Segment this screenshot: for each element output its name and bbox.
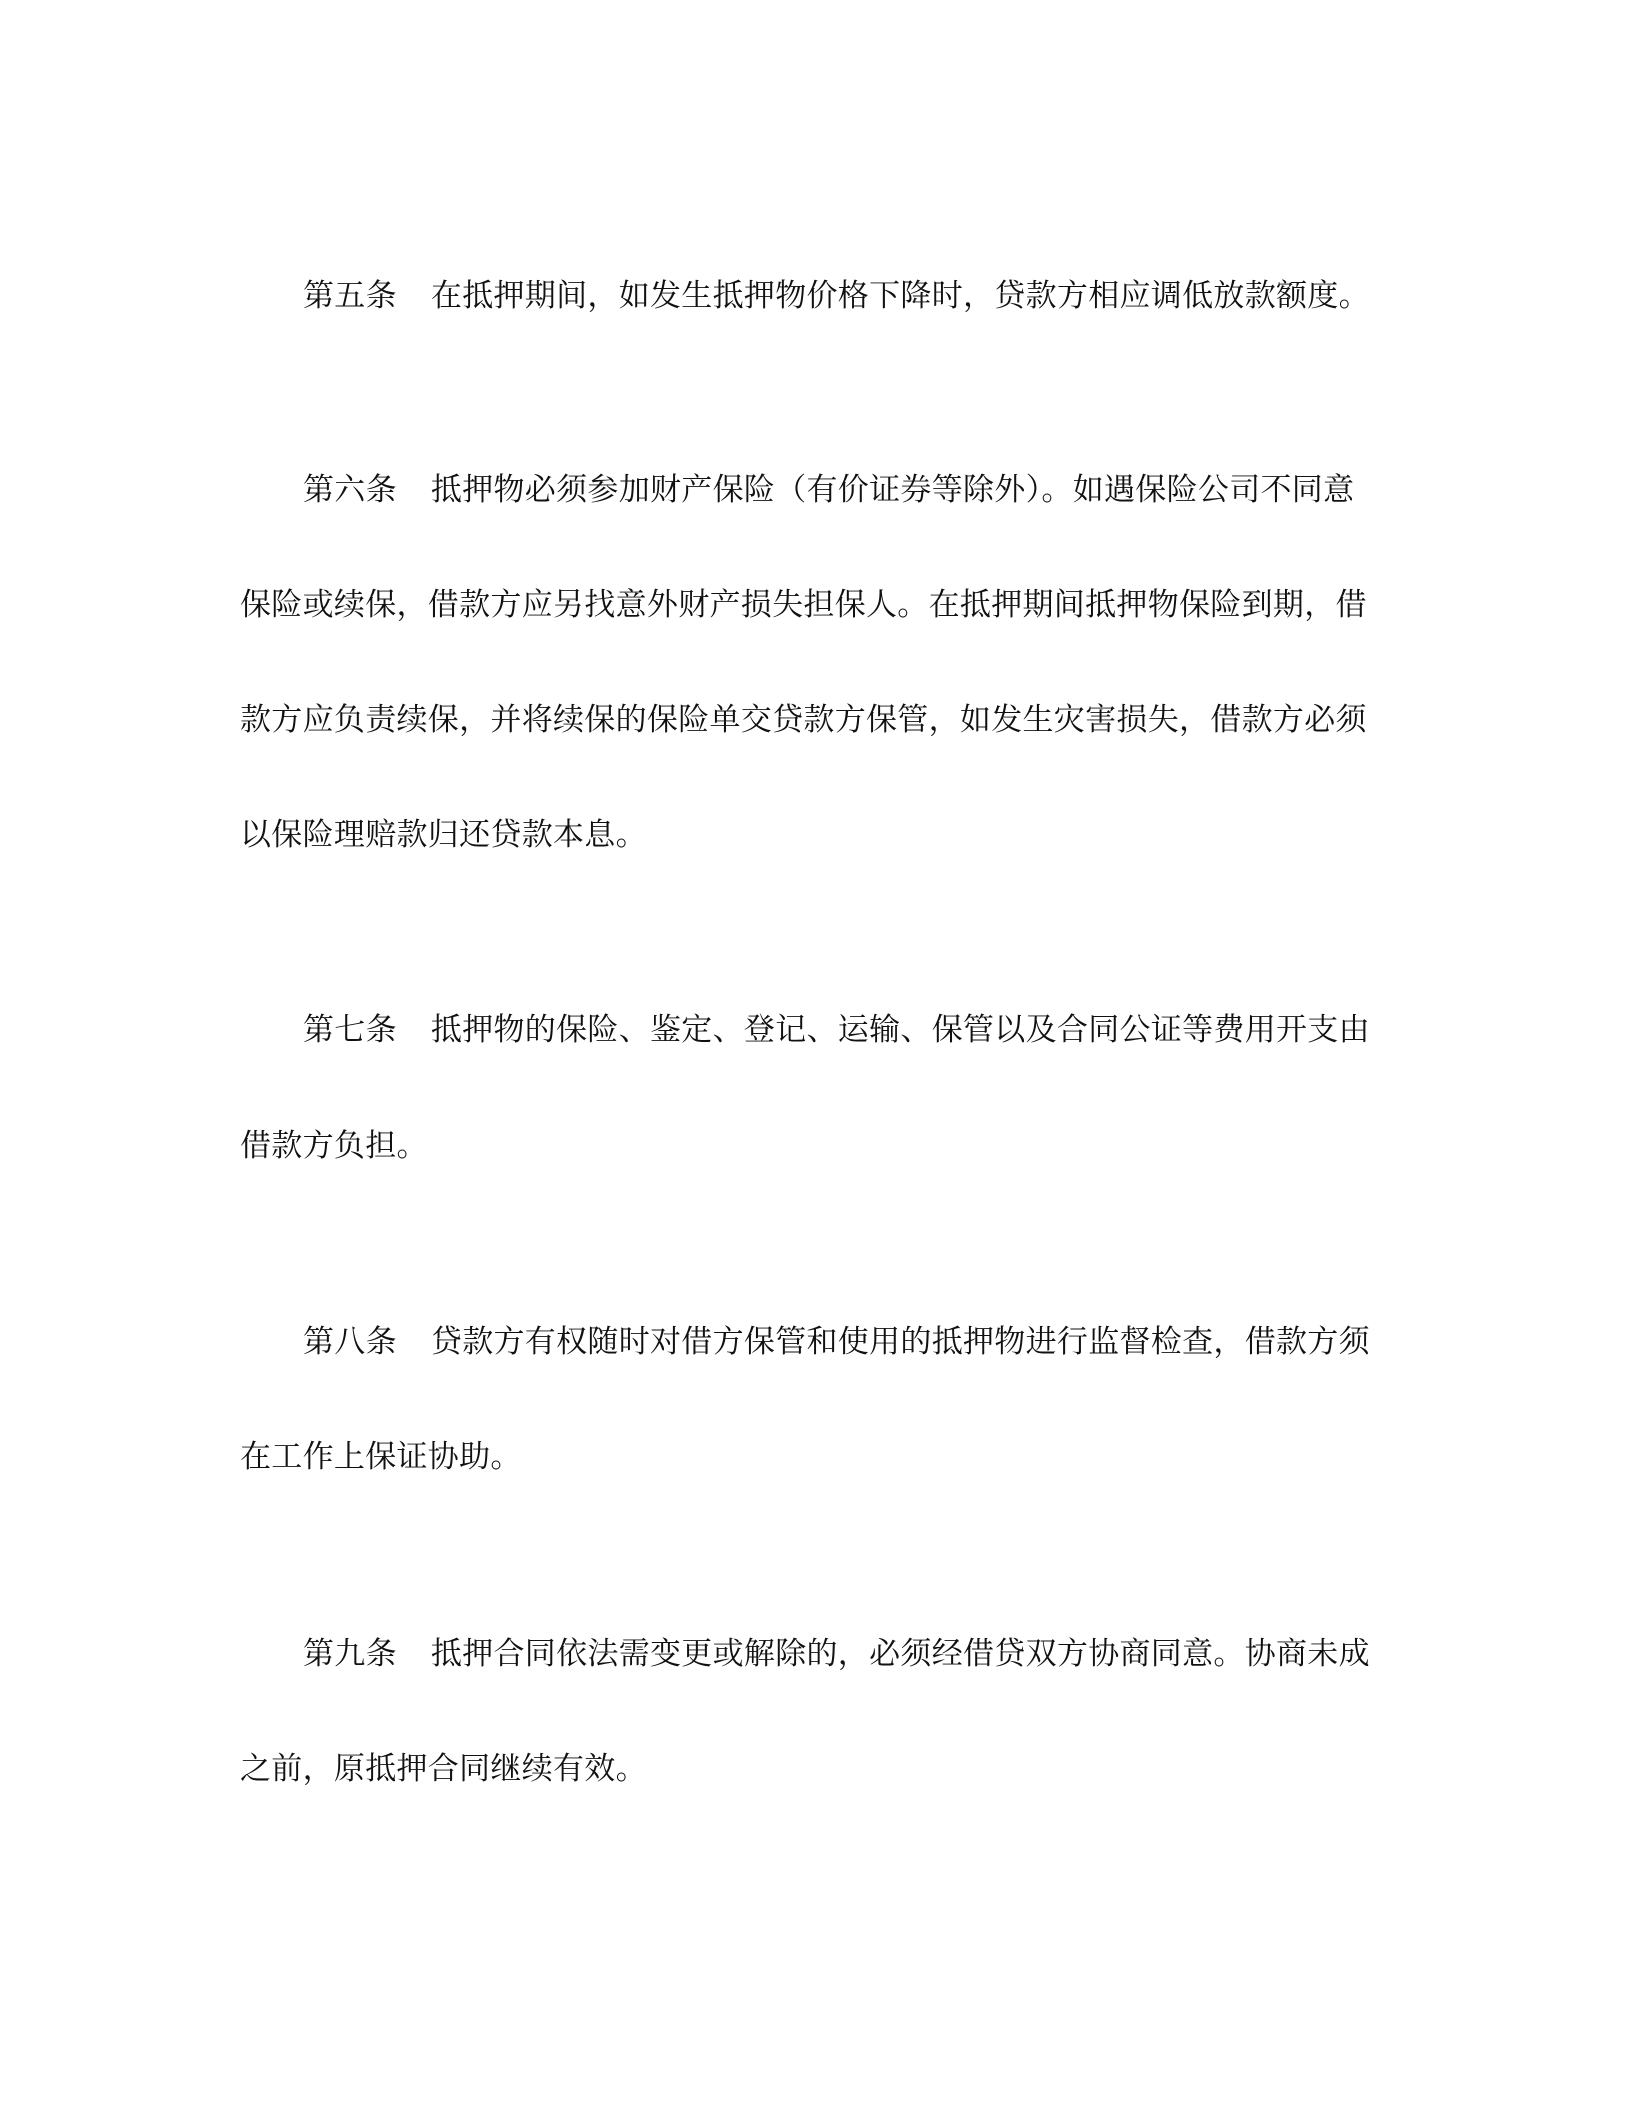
article-number: 第五条 [303,278,397,314]
article-number: 第六条 [303,472,397,508]
article-9-line-1 [303,1634,1453,1674]
article-text: 抵押合同依法需变更或解除的，必须经借贷双方协商同意。协商未成 [430,1636,1370,1672]
article-number: 第九条 [303,1636,397,1672]
article-text: 贷款方有权随时对借方保管和使用的抵押物进行监督检查，借款方须 [430,1324,1370,1360]
article-text: 抵押物的保险、鉴定、登记、运输、保管以及合同公证等费用开支由 [430,1012,1370,1048]
article-text: 抵押物必须参加财产保险（有价证券等除外）。如遇保险公司不同意 [430,472,1355,508]
article-8-line-1 [303,1322,1453,1362]
article-6-line-1 [303,470,1453,510]
article-6-line-2: 保险或续保，借款方应另找意外财产损失担保人。在抵押期间抵押物保险到期，借 [240,587,1367,623]
article-6-line-4: 以保险理赔款归还贷款本息。 [240,817,647,853]
article-7-line-2: 借款方负担。 [240,1128,428,1164]
article-5-line-1 [303,276,1453,316]
article-6-line-3: 款方应负责续保，并将续保的保险单交贷款方保管，如发生灾害损失，借款方必须 [240,702,1367,738]
article-8-line-2: 在工作上保证协助。 [240,1439,522,1475]
article-7-line-1 [303,1010,1453,1050]
article-number: 第八条 [303,1324,397,1360]
article-9-line-2: 之前，原抵押合同继续有效。 [240,1751,647,1787]
article-text: 在抵押期间，如发生抵押物价格下降时，贷款方相应调低放款额度。 [430,278,1370,314]
article-number: 第七条 [303,1012,397,1048]
